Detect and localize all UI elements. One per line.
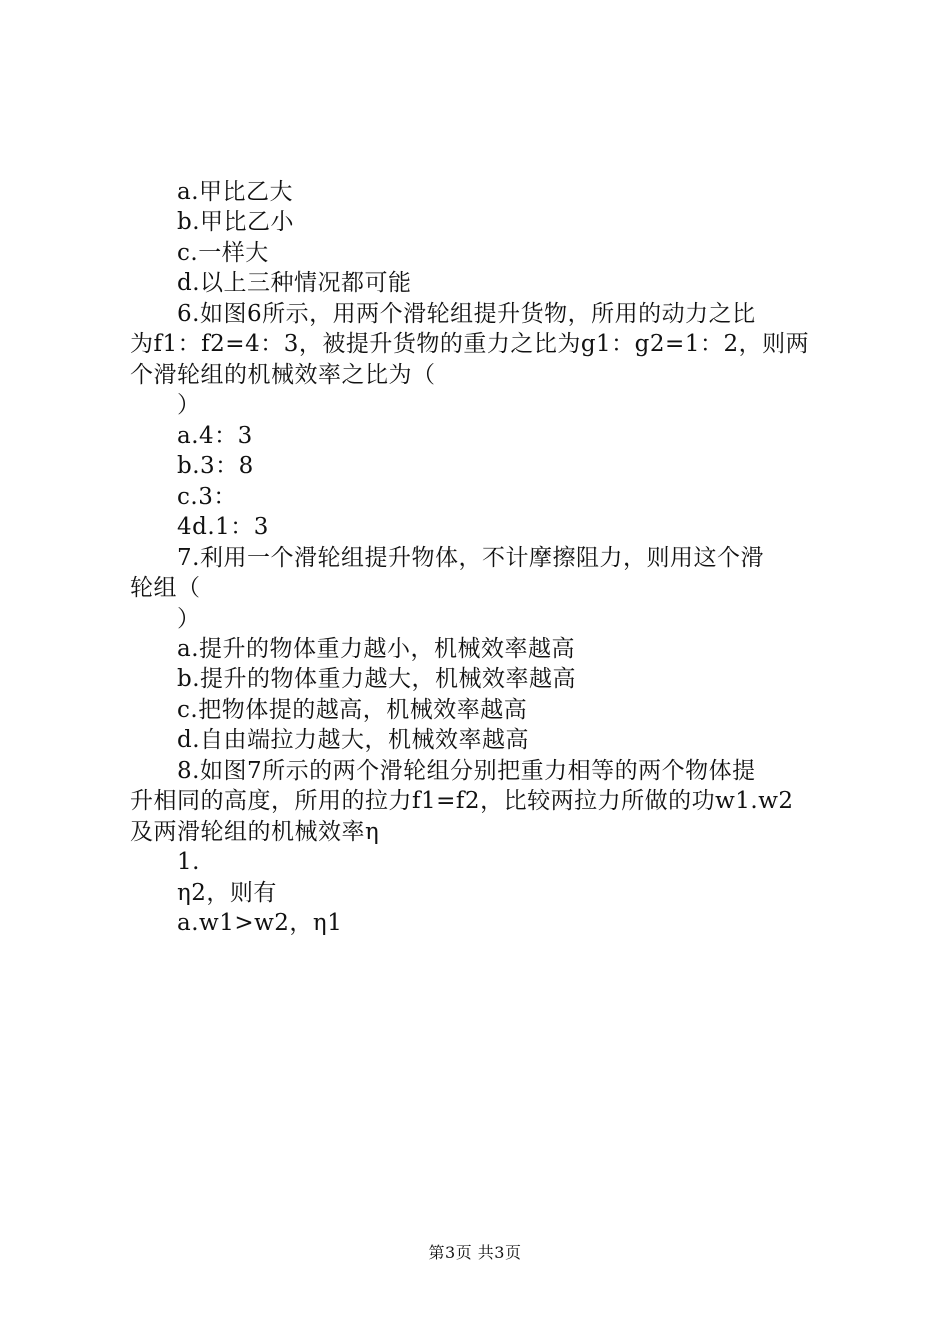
- q7-option-c: c.把物体提的越高，机械效率越高: [177, 697, 528, 723]
- q6-option-c: c.3：: [177, 484, 237, 510]
- q6-option-a: a.4：3: [177, 423, 253, 449]
- question-7-close-paren: ）: [177, 606, 201, 632]
- question-6-line-3: 个滑轮组的机械效率之比为（: [130, 362, 436, 388]
- question-6-line-2: 为f1：f2=4：3，被提升货物的重力之比为g1：g2=1：2，则两: [130, 331, 810, 357]
- q6-option-d: 4d.1：3: [177, 514, 269, 540]
- option-b-line: b.甲比乙小: [177, 209, 295, 235]
- q7-option-a: a.提升的物体重力越小，机械效率越高: [177, 636, 576, 662]
- question-8-line-1: 8.如图7所示的两个滑轮组分别把重力相等的两个物体提: [177, 758, 756, 784]
- question-8-line-3: 及两滑轮组的机械效率η: [130, 819, 380, 845]
- q7-option-d: d.自由端拉力越大，机械效率越高: [177, 727, 530, 753]
- option-d-line: d.以上三种情况都可能: [177, 270, 412, 296]
- question-6-line-1: 6.如图6所示，用两个滑轮组提升货物，所用的动力之比: [177, 301, 756, 327]
- question-7-line-1: 7.利用一个滑轮组提升物体，不计摩擦阻力，则用这个滑: [177, 545, 764, 571]
- question-8-line-4: 1.: [177, 849, 200, 875]
- question-7-line-2: 轮组（: [130, 575, 201, 601]
- question-8-line-5: η2，则有: [177, 880, 277, 906]
- q7-option-b: b.提升的物体重力越大，机械效率越高: [177, 666, 577, 692]
- q6-option-b: b.3：8: [177, 453, 254, 479]
- q8-option-a: a.w1>w2，η1: [177, 910, 343, 936]
- question-8-line-2: 升相同的高度，所用的拉力f1=f2，比较两拉力所做的功w1.w2: [130, 788, 794, 814]
- question-6-close-paren: ）: [177, 392, 201, 418]
- option-a-line: a.甲比乙大: [177, 179, 294, 205]
- page-footer: 第3页 共3页: [428, 1243, 522, 1262]
- option-c-line: c.一样大: [177, 240, 269, 266]
